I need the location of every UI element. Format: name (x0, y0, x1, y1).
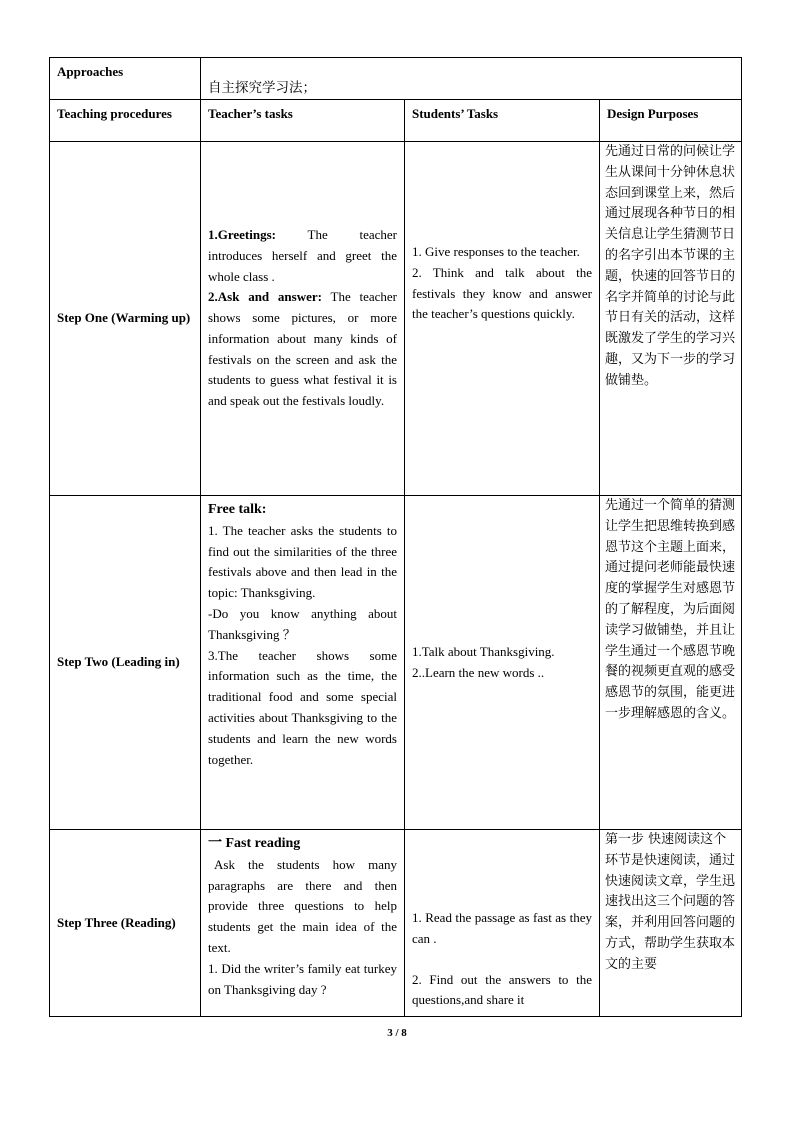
step-two-teacher-task-1: 1. The teacher asks the students to find out the similarities of the three festivals above and then lead in the topic: Thanksgiving. (208, 522, 397, 601)
approaches-label: Approaches (50, 58, 201, 100)
free-talk-title: Free talk: (208, 502, 267, 517)
step-one-row (50, 142, 742, 496)
header-row (50, 100, 742, 142)
step-three-student-tasks (405, 830, 600, 1017)
lesson-plan-table (49, 57, 742, 1017)
ask-answer-title: 2.Ask and answer: (208, 289, 322, 305)
step-two-label: Step Two (Leading in) (50, 496, 201, 830)
header-teacher-tasks: Teacher’s tasks (201, 100, 405, 142)
page-number: 3 / 8 (387, 1027, 407, 1039)
approaches-value: 自主探究学习法； (201, 58, 742, 100)
step-one-purpose: 先通过日常的问候让学生从课间十分钟休息状态回到课堂上来，然后通过展现各种节日的相关信息让学生猜测节日的名字引出本节课的主题，快速的回答节日的名字并简单的讨论与此节日有关的活动，这样既激发了学生的学习兴趣，又为下一步的学习做铺垫。 (600, 142, 742, 496)
ask-answer-text: The teacher shows some pictures, or more information about many kinds of festivals on the screen and ask the students to guess what festival it is and speak out the festivals loudly. (208, 289, 397, 409)
step-three-teacher-task-2: 1. Did the writer’s family eat turkey on Thanksgiving day ? (208, 960, 397, 997)
greetings-title: 1.Greetings: (208, 226, 276, 242)
approaches-row (50, 58, 742, 100)
fast-reading-title: 一 Fast reading (208, 836, 301, 851)
step-three-teacher-task-1: Ask the students how many paragraphs are there and then provide three questions to help students get the main idea of the text. (208, 856, 397, 955)
step-two-teacher-tasks (201, 496, 405, 830)
header-design-purposes: Design Purposes (600, 100, 742, 142)
step-two-teacher-task-3: 3.The teacher shows some information such as the time, the traditional food and some special activities about Thanksgiving to the students and learn the new words together. (208, 647, 397, 767)
step-three-student-task-2: 2. Find out the answers to the questions,and share it (412, 971, 592, 1008)
header-students-tasks: Students’ Tasks (405, 100, 600, 142)
step-three-label: Step Three (Reading) (50, 830, 201, 1017)
step-three-purpose: 第一步 快速阅读这个环节是快速阅读，通过快速阅读文章，学生迅速找出这三个问题的答案，并利用回答问题的方式，帮助学生获取本文的主要 (600, 830, 742, 1017)
step-two-row (50, 496, 742, 830)
step-two-student-tasks (405, 496, 600, 830)
step-one-student-task-1: 1. Give responses to the teacher. (412, 244, 580, 259)
step-three-teacher-tasks (201, 830, 405, 1017)
step-two-teacher-task-2: -Do you know anything about Thanksgiving ？ (208, 605, 397, 642)
step-two-student-task-1: 1.Talk about Thanksgiving. (412, 643, 555, 659)
header-procedures: Teaching procedures (50, 100, 201, 142)
step-two-student-task-2: 2..Learn the new words .. (412, 664, 545, 680)
step-one-label: Step One (Warming up) (50, 142, 201, 496)
step-one-student-task-2: 2. Think and talk about the festivals they know and answer the teacher’s questions quickly. (412, 264, 592, 322)
step-three-row (50, 830, 742, 1017)
step-one-teacher-tasks (201, 142, 405, 496)
greetings-text: The teacher introduces herself and greet the whole class . (208, 226, 397, 284)
step-one-student-tasks (405, 142, 600, 496)
step-two-purpose: 先通过一个简单的猜测让学生把思维转换到感恩节这个主题上面来，通过提问老师能最快速度的掌握学生对感恩节的了解程度，为后面阅读学习做铺垫，并且让学生通过一个感恩节晚餐的视频更直观的感受感恩节的氛围，能更进一步理解感恩的含义。 (600, 496, 742, 830)
step-three-student-task-1: 1. Read the passage as fast as they can . (412, 910, 592, 946)
